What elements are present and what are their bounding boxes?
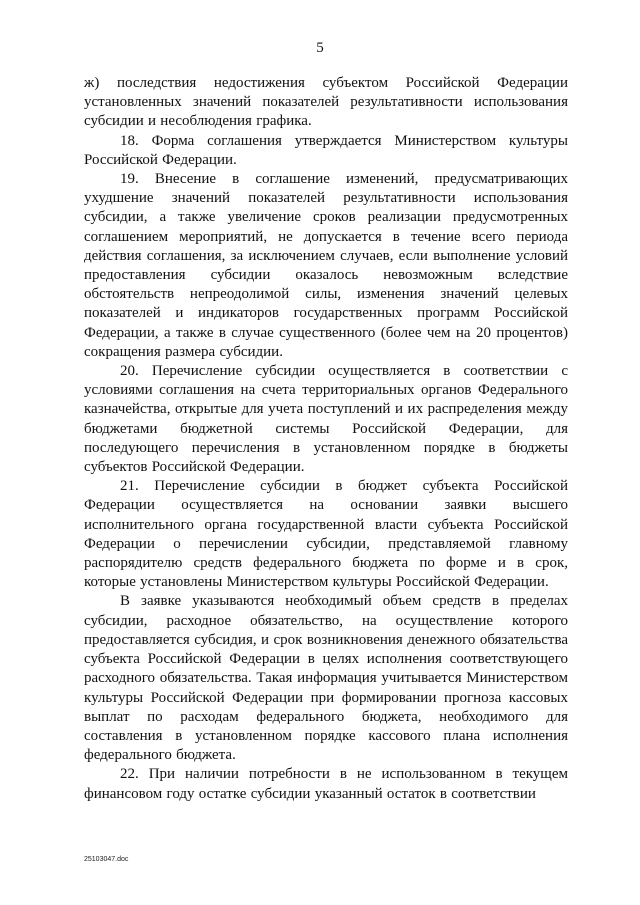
paragraph-18: 18. Форма соглашения утверждается Министерством культуры Российской Федерации. bbox=[84, 132, 568, 168]
paragraph-20: 20. Перечисление субсидии осуществляется в соответствии с условиями соглашения на счета территориальных органов Федерального казначейства, открытые для учета поступлений и их распределения между бюджетами бюджетной системы Российской Федерации, для последующего перечисления в установленном порядке в бюджеты субъектов Российской Федерации. bbox=[84, 363, 568, 476]
paragraph-19: 19. Внесение в соглашение изменений, предусматривающих ухудшение значений показателей результативности использования субсидии, а также увеличение сроков реализации предусмотренных соглашением мероприятий, не допускается в течение всего периода действия соглашения, за исключением случаев, если выполнение условий предоставления субсидии оказалось невозможным вследствие обстоятельств непреодолимой силы, изменения значений целевых показателей и индикаторов государственных программ Российской Федерации, а также в случае существенного (более чем на 20 процентов) сокращения размера субсидии. bbox=[84, 171, 568, 360]
page-number: 5 bbox=[316, 40, 324, 56]
footer-file-code: 25103047.doc bbox=[84, 856, 129, 863]
paragraph-21-request: В заявке указываются необходимый объем средств в пределах субсидии, расходное обязательство, на осуществление которого предоставляется субсидия, и срок возникновения денежного обязательства субъекта Российской Федерации в целях исполнения соответствующего расходного обязательства. Такая информация учитывается Министерством культуры Российской Федерации при формировании прогноза кассовых выплат по расходам федерального бюджета, необходимого для составления в установленном порядке кассового плана исполнения федерального бюджета. bbox=[84, 593, 568, 764]
document-body bbox=[84, 74, 568, 804]
paragraph-22: 22. При наличии потребности в не использованном в текущем финансовом году остатке субсидии указанный остаток в соответствии bbox=[84, 766, 568, 802]
paragraph-zh-consequences: ж) последствия недостижения субъектом Российской Федерации установленных значений показателей результативности использования субсидии и несоблюдения графика. bbox=[84, 75, 568, 130]
paragraph-21: 21. Перечисление субсидии в бюджет субъекта Российской Федерации осуществляется на основании заявки высшего исполнительного органа государственной власти субъекта Российской Федерации о перечислении субсидии, представляемой главному распорядителю средств федерального бюджета по форме и в срок, которые установлены Министерством культуры Российской Федерации. bbox=[84, 478, 568, 591]
